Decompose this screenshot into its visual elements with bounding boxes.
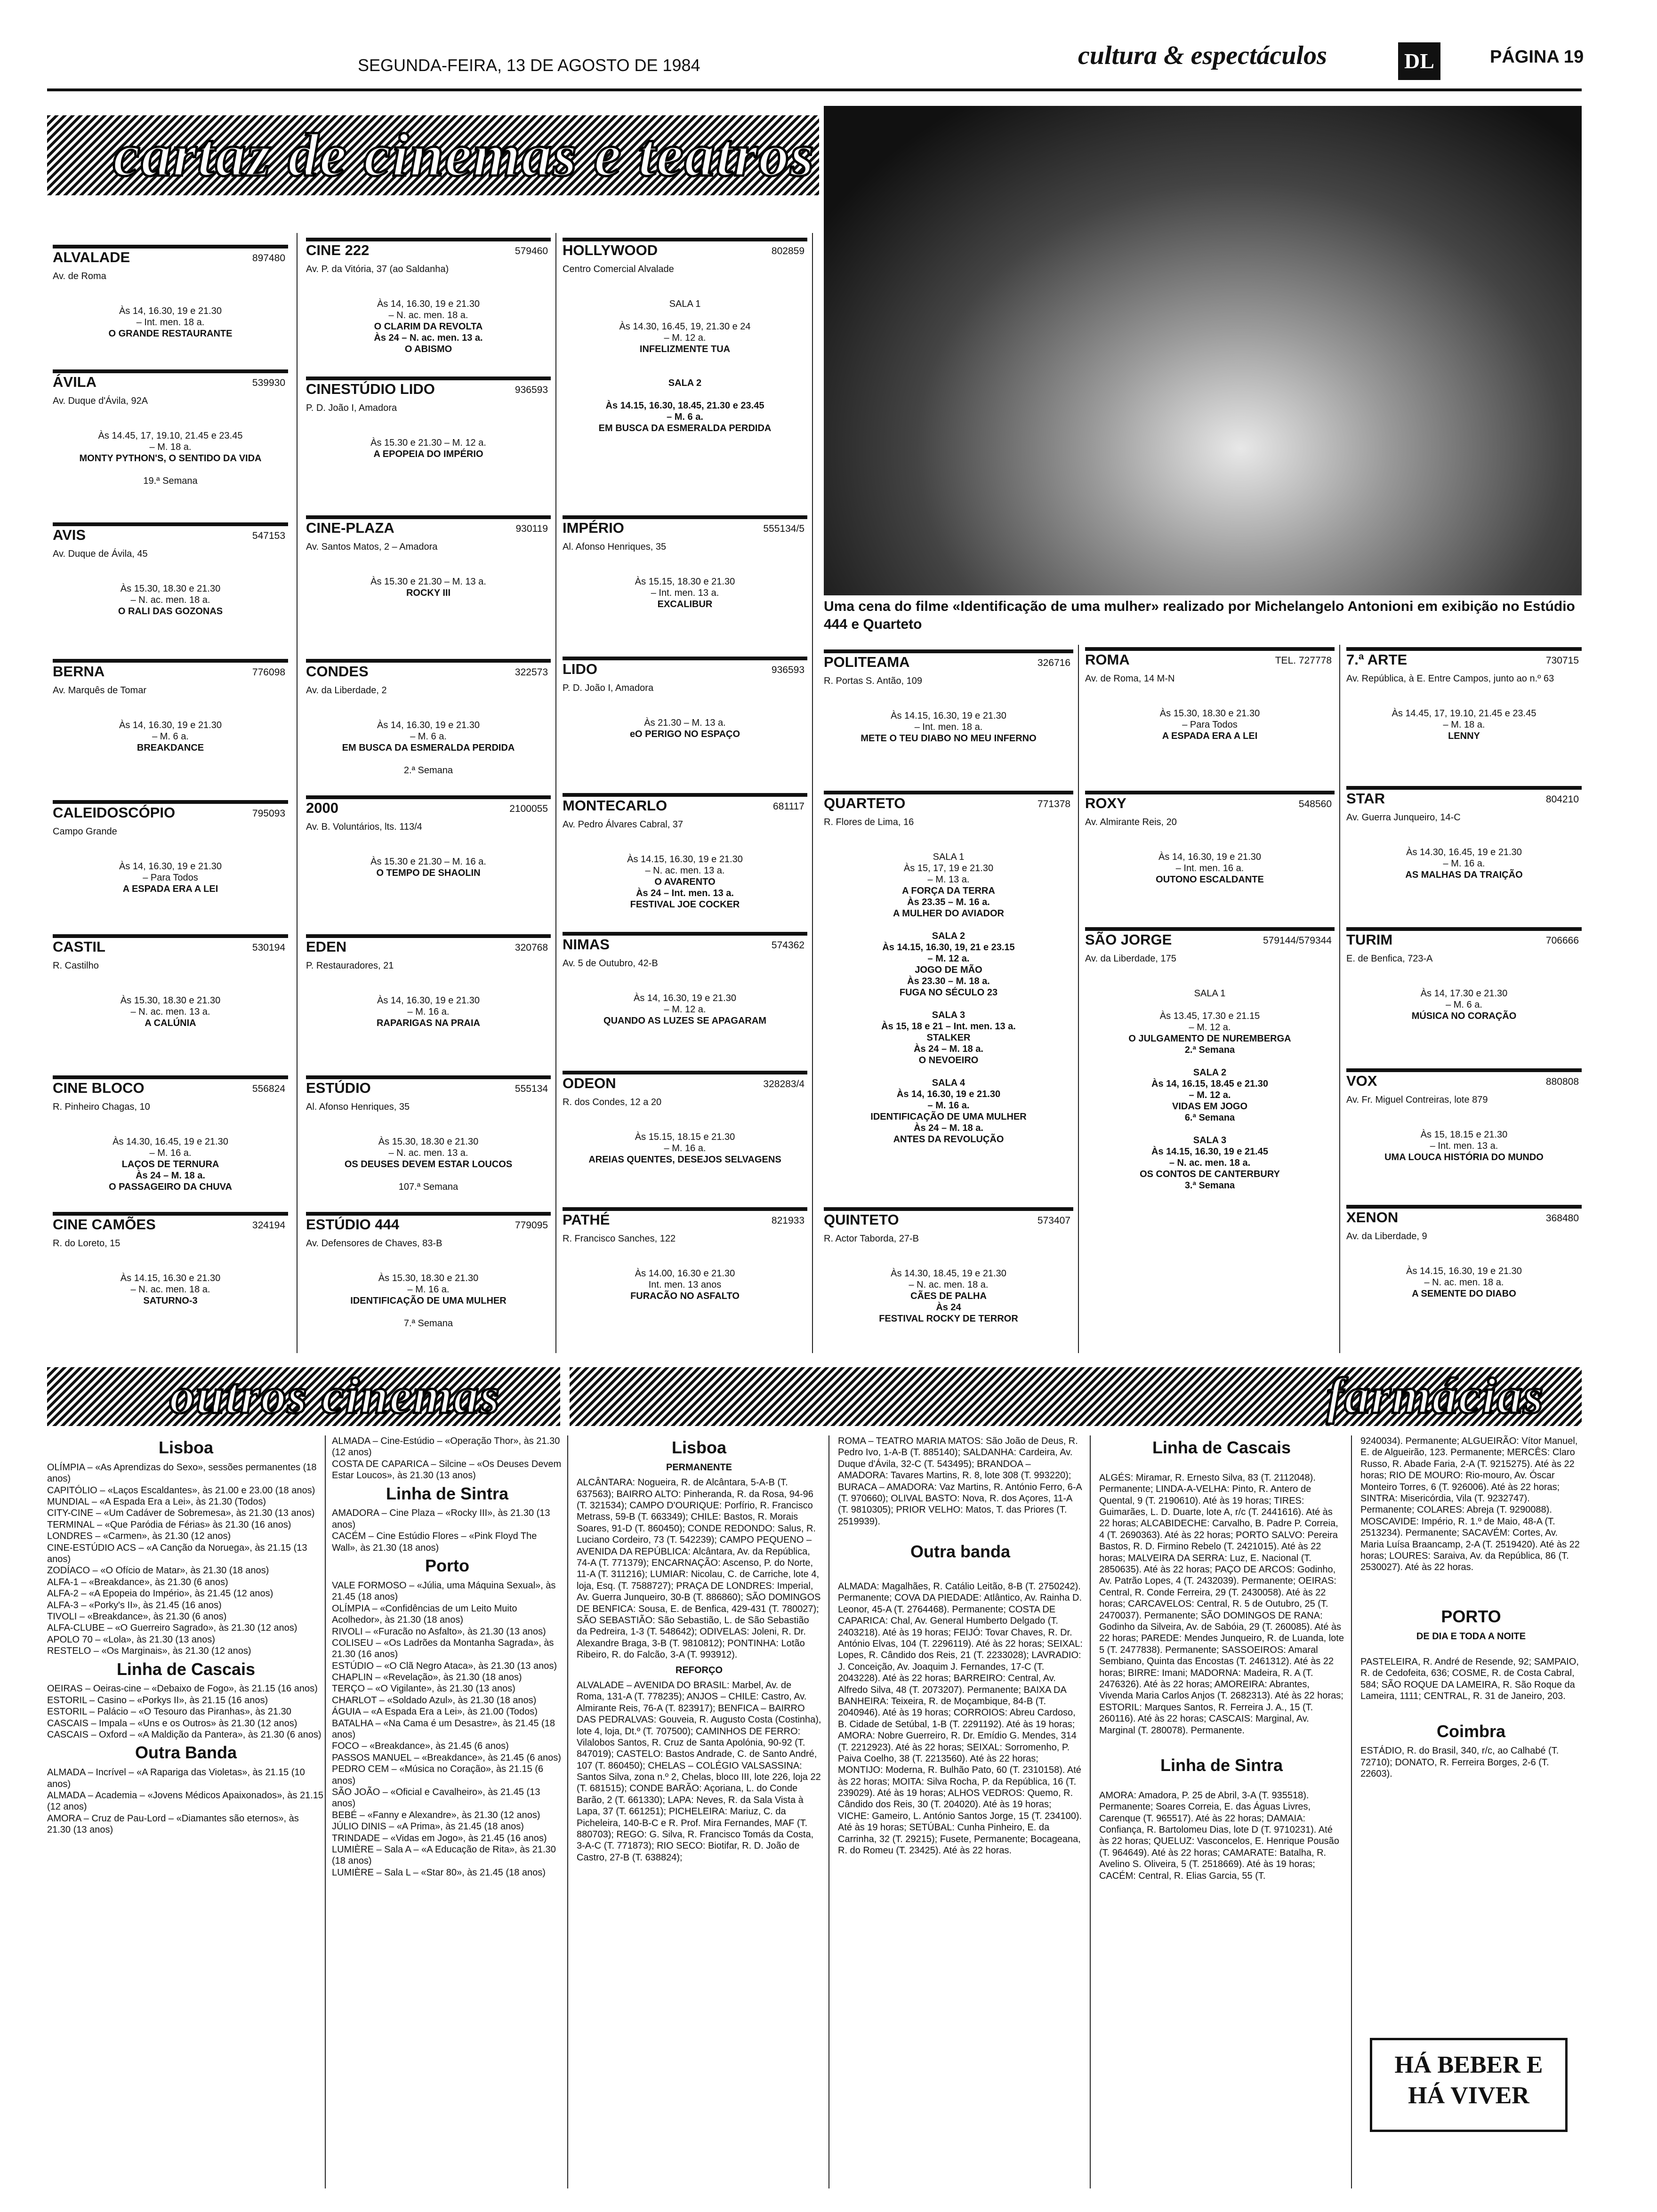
- cinema-listing: [306, 934, 551, 1046]
- cinema-address: Av. Guerra Junqueiro, 14-C: [1346, 812, 1461, 823]
- header-date: SEGUNDA-FEIRA, 13 DE AGOSTO DE 1984: [358, 56, 700, 75]
- film-title: CÃES DE PALHA Às 24 FESTIVAL ROCKY DE TERROR: [879, 1291, 1018, 1324]
- listing-text: ROMA – TEATRO MARIA MATOS: São João de Deus, R. Pedro Ivo, 1-A-B (T. 885140); SALDANHA: Cardeira, Av. Duque d'Ávila, 32-C (T. 543495); BRANDOA – AMADORA: Tavares Martins, R. 8, lote 308 (T. 993220); BURACA – AMADORA: Vaz Martins, R. António Ferro, 6-A (T. 970660); OLIVAL BASTO: Nova, R. dos Açores, 11-A (T. 9810305); PRIOR VELHO: Matos, T. das Priores (T. 2519939).: [838, 1436, 1082, 1527]
- session-times: Às 14.30, 18.45, 19 e 21.30 – N. ac. men. 18 a.: [891, 1268, 1006, 1290]
- banner-title: cartaz de cinemas e teatros: [113, 121, 815, 189]
- film-title: EM BUSCA DA ESMERALDA PERDIDA: [342, 743, 515, 753]
- session-times: Às 14.30, 16.45, 19 e 21.30 – M. 16 a.: [113, 1137, 228, 1159]
- cinema-listing: [306, 377, 551, 498]
- cinema-address: Av. Almirante Reis, 20: [1085, 817, 1177, 828]
- film-title: A EPOPEIA DO IMPÉRIO: [373, 449, 483, 460]
- cinema-address: Av. P. da Vitória, 37 (ao Saldanha): [306, 264, 449, 275]
- cinema-name: CONDES: [306, 663, 369, 680]
- cinema-address: P. D. João I, Amadora: [306, 403, 397, 414]
- cinema-listing: [306, 659, 551, 785]
- cinema-address: Av. Duque de Ávila, 45: [53, 549, 148, 560]
- cinema-listing: [1085, 791, 1335, 926]
- column-rule: [555, 233, 556, 1353]
- cinema-phone: 821933: [771, 1215, 804, 1226]
- cinema-name: CASTIL: [53, 938, 105, 955]
- city-heading: PORTO: [1441, 1606, 1501, 1626]
- cinema-name: AVIS: [53, 527, 86, 543]
- session-times: Às 15.30 e 21.30 – M. 13 a.: [370, 577, 486, 587]
- cinema-address: Al. Afonso Henriques, 35: [563, 542, 667, 553]
- listing-text: ALMADA: Magalhães, R. Catálio Leitão, 8-B (T. 2750242). Permanente; COVA DA PIEDADE: Atlântico, Av. Rainha D. Leonor, 45-A (T. 2764468). Permanente; COSTA DE CAPARICA: Chal, Av. General Humberto Delgado (T. 2403218). Até às 19 horas; FEIJÓ: Tovar Chaves, R. Dr. António Elvas, 104 (T. 2296119). Até às 22 horas; SEIXAL: Lopes, R. Cândido dos Reis, 21 (T. 2233028); LAVRADIO: J. Conceição, Av. Joaquim J. Fernandes, 17-C (T. 2043228). Até às 22 horas; BARREIRO: Central, Av. Alfredo Silva, 48 (T. 2073207). Permanente; BAIXA DA BANHEIRA: Teixeira, R. de Moçambique, 84-B (T. 2040946). Até às 19 horas; CORROIOS: Abreu Cardoso, B. Cidade de Setúbal, 1-B (T. 2291192). Até às 19 horas; AMORA: Nobre Guerreiro, R. Dr. Emídio G. Mendes, 314 (T. 2212923). Até às 22 horas; SEIXAL: Sorromenho, P. Paiva Coelho, 38 (T. 2213560). Até às 22 horas; MONTIJO: Moderna, R. Bulhão Pato, 60 (T. 2310158). Até às 22 horas; MOITA: Silva Rocha, P. da República, 16 (T. 239029). Até às 19 horas; ALHOS VEDROS: Quemo, R. Cândido dos Reis, 30 (T. 204020). Até às 19 horas; VICHE: Gameiro, L. António Santos Jorge, 15 (T. 234100). Até às 19 horas; SETÚBAL: Cunha Pinheiro, E. da Carrinha, 32 (T. 29215); Fusete, Permanente; Bocageana, R. do Romeu (T. 23425). Até às 22 horas.: [838, 1581, 1083, 1856]
- cinema-address: R. Francisco Sanches, 122: [563, 1234, 676, 1244]
- film-title: QUANDO AS LUZES SE APAGARAM: [603, 1016, 766, 1026]
- cinema-name: XENON: [1346, 1209, 1399, 1226]
- advert-line-2: HÁ VIVER: [1408, 2082, 1529, 2109]
- column-rule: [297, 233, 298, 1353]
- cinema-listing: [53, 245, 288, 343]
- listing-text: OEIRAS – Oeiras-cine – «Debaixo de Fogo», às 21.15 (16 anos) ESTORIL – Casino – «Porkys II», às 21.15 (16 anos) ESTORIL – Palácio – «O Tesouro das Piranhas», às 21.30 CASCAIS – Impala – «Uns e os Outros» às 21.30 (12 anos) CASCAIS – Oxford – «A Maldição da Pantera», às 21.30 (6 anos): [47, 1683, 322, 1740]
- session-times: SALA 1 Às 15, 17, 19 e 21.30 – M. 13 a.: [903, 852, 994, 885]
- cinema-address: Av. da Liberdade, 175: [1085, 954, 1176, 964]
- cinema-listing: [1346, 647, 1582, 783]
- run-week: 7.ª Semana: [403, 1318, 453, 1329]
- cinema-listing: [563, 793, 807, 914]
- cinema-listing: [563, 657, 807, 773]
- cinema-name: IMPÉRIO: [563, 520, 624, 536]
- column-rule: [567, 1435, 568, 2188]
- cinema-listing: [824, 649, 1073, 785]
- listing-text: VALE FORMOSO – «Júlia, uma Máquina Sexual», às 21.45 (18 anos) OLÍMPIA – «Confidências de um Leito Muito Acolhedor», às 21.30 (18 anos) RIVOLI – «Furacão no Asfalto», às 21.30 (13 anos) COLISEU – «Os Ladrões da Montanha Sagrada», às 21.30 (16 anos) ESTÚDIO – «O Clã Negro Ataca», às 21.30 (13 anos) CHAPLIN – «Revelação», às 21.30 (18 anos) TERÇO – «O Vigilante», às 21.30 (13 anos) CHARLOT – «Soldado Azul», às 21.30 (18 anos) ÁGUIA – «A Espada Era a Lei», às 21.00 (Todos) BATALHA – «Na Cama é um Desastre», às 21.45 (18 anos) FOCO – «Breakdance», às 21.45 (6 anos) PASSOS MANUEL – «Breakdance», às 21.45 (6 anos) PEDRO CEM – «Música no Coração», às 21.15 (6 anos) SÃO JOÃO – «Oficial e Cavalheiro», às 21.45 (13 anos) BEBÉ – «Fanny e Alexandre», às 21.30 (12 anos) JÚLIO DINIS – «A Prima», às 21.45 (18 anos) TRINDADE – «Vidas em Jogo», às 21.45 (16 anos) LUMIÈRE – Sala A – «A Educação de Rita», às 21.30 (18 anos) LUMIÈRE – Sala L – «Star 80», às 21.45 (18 anos): [332, 1580, 561, 1878]
- cinema-phone: 776098: [252, 667, 285, 678]
- city-heading: Linha de Cascais: [1152, 1438, 1291, 1457]
- session-times: Às 14, 16.30, 19 e 21.30 – M. 6 a.: [377, 720, 480, 742]
- cinema-address: R. Castilho: [53, 961, 99, 971]
- film-title: SATURNO-3: [143, 1296, 198, 1306]
- film-title: RAPARIGAS NA PRAIA: [376, 1018, 480, 1029]
- cinema-address: E. de Benfica, 723-A: [1346, 954, 1433, 964]
- cinema-listing: [563, 238, 807, 505]
- film-title: FURACÃO NO ASFALTO: [630, 1291, 740, 1302]
- cinema-phone: 579144/579344: [1263, 935, 1332, 946]
- cinema-address: Av. Fr. Miguel Contreiras, lote 879: [1346, 1095, 1488, 1106]
- cinema-phone: 539930: [252, 377, 285, 388]
- city-heading: Outra banda: [910, 1542, 1011, 1562]
- header-rule: [47, 88, 1582, 91]
- cinema-listing: [1085, 927, 1335, 1354]
- session-times: Às 15.15, 18.15 e 21.30 – M. 16 a.: [635, 1132, 735, 1154]
- cinema-name: EDEN: [306, 938, 347, 955]
- session-times: Às 14, 16.30, 19 e 21.30 – Int. men. 16 a.: [1158, 852, 1261, 874]
- session-times: Às 15.30 e 21.30 – M. 12 a.: [370, 438, 486, 449]
- city-heading: Coimbra: [1436, 1721, 1506, 1741]
- film-title: MONTY PYTHON'S, O SENTIDO DA VIDA: [79, 453, 262, 464]
- cinema-phone: 556824: [252, 1083, 285, 1094]
- session-times: Às 15.30, 18.30 e 21.30 – N. ac. men. 13 a.: [120, 995, 221, 1018]
- film-title: OUTONO ESCALDANTE: [1156, 874, 1264, 885]
- film-title: A FORÇA DA TERRA Às 23.35 – M. 16 a. A MULHER DO AVIADOR SALA 2 Às 14.15, 16.30, 19, 21 e 23.15 – M. 12 a. JOGO DE MÃO Às 23.30 – M. 18 a. FUGA NO SÉCULO 23 SALA 3 Às 15, 18 e 21 – Int. men. 13 a. STALKER Às 24 – M. 18 a. O NEVOEIRO SALA 4 Às 14, 16.30, 19 e 21.30 – M. 16 a. IDENTIFICAÇÃO DE UMA MULHER Às 24 – M. 18 a. ANTES DA REVOLUÇÃO: [870, 886, 1027, 1145]
- cinema-name: MONTECARLO: [563, 797, 668, 814]
- cinema-listing: [306, 1075, 551, 1193]
- cinema-phone: 936593: [771, 665, 804, 675]
- cinema-phone: 574362: [771, 940, 804, 951]
- cinema-phone: 555134/5: [763, 523, 804, 534]
- city-heading: Lisboa: [158, 1438, 213, 1457]
- cinema-name: PATHÉ: [563, 1211, 610, 1228]
- cinema-listing: [563, 932, 807, 1049]
- column-rule: [1339, 645, 1340, 1353]
- cinema-phone: 880808: [1545, 1076, 1579, 1087]
- farmacias-col-1: [577, 1435, 821, 1863]
- cinema-name: TURIM: [1346, 931, 1393, 948]
- cinema-address: Av. República, à E. Entre Campos, junto ao n.º 63: [1346, 673, 1554, 684]
- session-times: Às 15.30, 18.30 e 21.30 – N. ac. men. 18 a.: [120, 584, 221, 606]
- cinema-name: ESTÚDIO: [306, 1080, 371, 1096]
- session-times: Às 15.30, 18.30 e 21.30 – Para Todos: [1159, 708, 1260, 730]
- cinema-phone: 548560: [1298, 799, 1332, 809]
- city-heading: Linha de Cascais: [116, 1659, 256, 1679]
- cinema-address: R. Flores de Lima, 16: [824, 817, 914, 828]
- listing-text: PASTELEIRA, R. André de Resende, 92; SAMPAIO, R. de Cedofeita, 636; COSME, R. de Costa Cabral, 584; SÃO ROQUE DA LAMEIRA, R. São Roque da Lameira, 1111; CENTRAL, R. 31 de Janeiro, 203.: [1360, 1656, 1579, 1702]
- film-title: MÚSICA NO CORAÇÃO: [1411, 1011, 1517, 1022]
- cinema-listing: [563, 515, 807, 646]
- cinema-listing: [1346, 1068, 1582, 1204]
- page-number: PÁGINA 19: [1490, 47, 1584, 67]
- session-times: Às 14, 16.30, 19 e 21.30 – Int. men. 18 a.: [119, 306, 222, 328]
- cinema-name: 7.ª ARTE: [1346, 651, 1408, 668]
- run-week: 19.ª Semana: [143, 476, 198, 487]
- session-times: Às 15.30 e 21.30 – M. 16 a.: [370, 857, 486, 867]
- cinema-listing: [1346, 786, 1582, 922]
- session-times: Às 14.30, 16.45, 19 e 21.30 – M. 16 a.: [1406, 847, 1522, 869]
- cinema-address: Av. 5 de Outubro, 42-B: [563, 958, 658, 969]
- cinema-listing: [306, 795, 551, 907]
- outros-col-2: [332, 1435, 563, 1878]
- cinema-phone: 326716: [1037, 657, 1070, 668]
- film-title: EXCALIBUR: [657, 599, 713, 610]
- cinema-address: R. Portas S. Antão, 109: [824, 676, 923, 687]
- film-title: A CALÚNIA: [145, 1018, 196, 1029]
- cinema-name: CINE-PLAZA: [306, 520, 394, 536]
- cinema-name: CINE CAMÕES: [53, 1216, 156, 1233]
- session-times: Às 14.00, 16.30 e 21.30 Int. men. 13 anos: [635, 1268, 735, 1290]
- cinema-phone: 795093: [252, 808, 285, 819]
- listing-text: 9240034). Permanente; ALGUEIRÃO: Vítor Manuel, E. de Algueirão, 123. Permanente; MERCÊS: Claro Russo, R. Abade Faria, 2-A (T. 9215275). Até às 22 horas; RIO DE MOURO: Rio-mouro, Av. Óscar Monteiro Torres, 6 (T. 926006). Até às 22 horas; SINTRA: Misericórdia, Vila (T. 9232747). Permanente; COLARES: Abreja (T. 9290088). MOSCAVIDE: Império, R. 1.º de Maio, 48-A (T. 2513234). Permanente; SACAVÉM: Cortes, Av. Maria Luísa Braancamp, 2-A (T. 2519420). Até às 22 horas; LOURES: Saraiva, Av. da República, 86 (T. 2530027). Até às 22 horas.: [1360, 1436, 1580, 1573]
- film-title: LENNY: [1448, 731, 1480, 742]
- session-times: Às 14.45, 17, 19.10, 21.45 e 23.45 – M. 18 a.: [1392, 708, 1536, 730]
- listing-text: ALGÉS: Miramar, R. Ernesto Silva, 83 (T. 2112048). Permanente; LINDA-A-VELHA: Pinto, R. Antero de Quental, 9 (T. 2190610). Até às 19 horas; TIRES: Guimarães, L. D. Duarte, lote A, r/c (T. 2441616). Até às 22 horas; ALCABIDECHE: Carvalho, B. Padre P. Correia, 4 (T. 2690363). Até às 22 horas; PORTO SALVO: Pereira Bastos, R. D. Firmino Rebelo (T. 2421015). Até às 22 horas; MALVEIRA DA SERRA: Luz, E. Nacional (T. 2850635). Até às 22 horas; PAÇO DE ARCOS: Godinho, Av. Patrão Lopes, 4 (T. 2432039). Permanente; OEIRAS: Central, R. Conde Ferreira, 29 (T. 2430058). Até às 22 horas; CARCAVELOS: Central, R. 5 de Outubro, 25 (T. 2470037). Permanente; SÃO DOMINGOS DE RANA: Godinho da Silveira, Av. de Sabóia, 29 (T. 260085). Até às 22 horas; PAREDE: Mendes Junqueiro, R. de Luanda, lote 5 (T. 2477838). Permanente; SASSOEIROS: Amaral Sembiano, Quinta das Encostas (T. 2461312). Até às 22 horas; BIRRE: Imani; MADORNA: Madeira, R. A (T. 2476326). Até às 22 horas; AMOREIRA: Abrantes, Vivenda Maria Carlos Anjos (T. 2682313). Até às 22 horas; ESTORIL: Marques Santos, R. Ferreira J. A., 15 (T. 260116). Até às 22 horas; CASCAIS: Marginal, Av. Marginal (T. 280078). Permanente.: [1099, 1472, 1344, 1736]
- cinema-listing: [306, 515, 551, 637]
- cinema-listing: [306, 238, 551, 383]
- film-title: eO PERIGO NO ESPAÇO: [629, 729, 740, 740]
- cinema-phone: 730715: [1545, 655, 1579, 666]
- cinema-address: Av. Santos Matos, 2 – Amadora: [306, 542, 438, 553]
- cinema-name: LIDO: [563, 661, 598, 677]
- cinema-name: CINE 222: [306, 242, 370, 258]
- cinema-phone: 804210: [1545, 794, 1579, 805]
- cinema-name: NIMAS: [563, 936, 610, 953]
- cinema-phone: 322573: [515, 667, 548, 678]
- cinema-name: HOLLYWOOD: [563, 242, 658, 258]
- cinema-address: P. Restauradores, 21: [306, 961, 394, 971]
- cinema-phone: 368480: [1545, 1213, 1579, 1224]
- cinema-address: Av. Defensores de Chaves, 83-B: [306, 1238, 442, 1249]
- cinema-listing: [563, 1071, 807, 1197]
- session-times: Às 14, 16.30, 19 e 21.30 – N. ac. men. 18 a.: [377, 299, 480, 321]
- column-rule: [812, 233, 813, 1353]
- session-times: Às 15.30, 18.30 e 21.30 – M. 16 a.: [378, 1273, 479, 1295]
- cinema-name: ALVALADE: [53, 249, 130, 265]
- film-title: O RALI DAS GOZONAS: [118, 606, 223, 617]
- cinema-listing: [53, 659, 288, 771]
- cinema-phone: TEL. 727778: [1275, 655, 1332, 666]
- section-title: cultura & espectáculos: [1078, 41, 1327, 70]
- listing-text: ALMADA – Cine-Estúdio – «Operação Thor», às 21.30 (12 anos) COSTA DE CAPARICA – Silcine – «Os Deuses Devem Estar Loucos», às 21.30 (13 anos): [332, 1436, 562, 1481]
- film-title: A ESPADA ERA A LEI: [122, 884, 218, 895]
- cinema-address: Av. B. Voluntários, lts. 113/4: [306, 822, 422, 833]
- film-title: AS MALHAS DA TRAIÇÃO: [1405, 870, 1523, 881]
- session-times: Às 14.15, 16.30, 19 e 21.30 – N. ac. men. 18 a.: [1406, 1266, 1522, 1288]
- cinema-listing: [1346, 1205, 1582, 1350]
- farmacias-col-3: [1099, 1435, 1344, 1882]
- cinema-phone: 573407: [1037, 1215, 1070, 1226]
- cinema-name: VOX: [1346, 1073, 1377, 1089]
- cinema-phone: 555134: [515, 1083, 548, 1094]
- cinema-phone: 771378: [1037, 799, 1070, 809]
- city-heading: Linha de Sintra: [386, 1483, 509, 1503]
- cinema-name: ROXY: [1085, 795, 1126, 811]
- film-title: METE O TEU DIABO NO MEU INFERNO: [861, 733, 1037, 744]
- cinema-phone: 706666: [1545, 935, 1579, 946]
- column-rule: [828, 1435, 829, 2188]
- outros-col-1: [47, 1435, 325, 1836]
- cinema-phone: 2100055: [509, 803, 548, 814]
- cinema-phone: 930119: [515, 523, 548, 534]
- session-times: Às 14.15, 16.30, 19 e 21.30 – N. ac. men. 13 a.: [627, 854, 743, 876]
- session-times: Às 15.30, 18.30 e 21.30 – N. ac. men. 13 a.: [378, 1137, 479, 1159]
- city-heading: Linha de Sintra: [1160, 1755, 1283, 1775]
- cinema-listing: [53, 369, 288, 487]
- session-times: SALA 1 Às 13.45, 17.30 e 21.15 – M. 12 a.: [1159, 988, 1260, 1033]
- outros-title: outros cinemas: [169, 1368, 501, 1424]
- column-rule: [325, 1435, 326, 2188]
- session-times: Às 14.45, 17, 19.10, 21.45 e 23.45 – M. 18 a.: [98, 431, 243, 453]
- cinema-listing: [563, 1207, 807, 1352]
- city-heading: Lisboa: [671, 1438, 726, 1457]
- cinema-name: CINESTÚDIO LIDO: [306, 381, 435, 397]
- cinema-address: Av. da Liberdade, 9: [1346, 1231, 1427, 1242]
- cinema-phone: 547153: [252, 530, 285, 541]
- listing-text: ESTÁDIO, R. do Brasil, 340, r/c, ao Calhabé (T. 72710); DONATO, R. Ferreira Borges, 2-6 (T. 22603).: [1360, 1746, 1559, 1779]
- advert-box: [1370, 2038, 1568, 2132]
- sub-heading: DE DIA E TODA A NOITE: [1416, 1631, 1526, 1642]
- column-rule: [1078, 645, 1079, 1353]
- cinema-phone: 897480: [252, 253, 285, 264]
- banner: [47, 115, 819, 195]
- run-week: 2.ª Semana: [403, 765, 453, 776]
- film-photo: [824, 106, 1582, 595]
- city-heading: Outra Banda: [135, 1743, 237, 1763]
- city-heading: Porto: [425, 1556, 469, 1576]
- photo-caption: Uma cena do filme «Identificação de uma mulher» realizado por Michelangelo Antonioni em exibição no Estúdio 444 e Quarteto: [824, 599, 1575, 632]
- cinema-name: POLITEAMA: [824, 654, 910, 670]
- session-times: Às 14, 16.30, 19 e 21.30 – M. 6 a.: [119, 720, 222, 742]
- film-title: IDENTIFICAÇÃO DE UMA MULHER: [350, 1296, 507, 1306]
- film-title: O CLARIM DA REVOLTA Às 24 – N. ac. men. 13 a. O ABISMO: [374, 321, 483, 355]
- film-title: A SEMENTE DO DIABO: [1412, 1289, 1516, 1299]
- cinema-address: R. dos Condes, 12 a 20: [563, 1097, 662, 1108]
- cinema-address: Campo Grande: [53, 826, 117, 837]
- cinema-name: 2000: [306, 800, 338, 816]
- session-times: Às 14, 16.30, 19 e 21.30 – Para Todos: [119, 861, 222, 883]
- film-title: O AVARENTO Às 24 – Int. men. 13 a. FESTIVAL JOE COCKER: [630, 877, 740, 910]
- cinema-address: R. Pinheiro Chagas, 10: [53, 1102, 150, 1113]
- cinema-listing: [824, 791, 1073, 1209]
- session-times: Às 14.15, 16.30, 19 e 21.30 – Int. men. 18 a.: [891, 711, 1006, 733]
- farmacias-banner: [570, 1367, 1582, 1426]
- session-times: SALA 1 Às 14.30, 16.45, 19, 21.30 e 24 – M. 12 a.: [619, 299, 751, 344]
- cinema-name: SÃO JORGE: [1085, 931, 1172, 948]
- cinema-phone: 530194: [252, 942, 285, 953]
- sub-heading: PERMANENTE: [666, 1462, 732, 1473]
- outros-banner: [47, 1367, 560, 1426]
- advert-line-1: HÁ BEBER E: [1394, 2052, 1543, 2078]
- cinema-address: R. do Loreto, 15: [53, 1238, 121, 1249]
- cinema-address: Av. Pedro Álvares Cabral, 37: [563, 819, 684, 830]
- cinema-name: ESTÚDIO 444: [306, 1216, 400, 1233]
- farmacias-col-4: [1360, 1435, 1582, 1780]
- cinema-name: ÁVILA: [53, 374, 97, 390]
- cinema-phone: 681117: [773, 801, 804, 812]
- cinema-name: ROMA: [1085, 651, 1130, 668]
- cinema-listing: [53, 1075, 288, 1211]
- listing-text: ALCÂNTARA: Nogueira, R. de Alcântara, 5-A-B (T. 637563); BAIRRO ALTO: Pinheranda, R. da Rosa, 94-96 (T. 321534); CAMPO D'OURIQUE: Porfírio, R. Francisco Metrass, 59-B (T. 663349); CHILE: Bastos, R. Morais Soares, 91-D (T. 860450); CONDE REDONDO: Salus, R. Luciano Cordeiro, 73 (T. 542239); CAMPO PEQUENO – AVENIDA DA REPÚBLICA: Alcântara, Av. da República, 74-A (T. 771379); ENCARNAÇÃO: Ascenso, P. do Norte, 11-A (T. 311216); LUMIAR: Nicolau, C. de Carriche, lote 4, loja, Esq. (T. 7588727); PRAÇA DE LONDRES: Imperial, Av. Guerra Junqueiro, 30-B (T. 886860); SÃO DOMINGOS DE BENFICA: Sousa, E. de Benfica, 429-431 (T. 780027); SÃO SEBASTIÃO: São Sebastião, L. de São Sebastião da Pedreira, 1-3 (T. 548642); ODIVELAS: Joleni, R. Dr. Alexandre Braga, 3-B (T. 9810812); PONTINHA: Lotão Ribeiro, R. do Falcão, 3-A (T. 993912).: [577, 1477, 821, 1660]
- film-title: LAÇOS DE TERNURA Às 24 – M. 18 a. O PASSAGEIRO DA CHUVA: [109, 1159, 232, 1193]
- cinema-address: Av. da Liberdade, 2: [306, 685, 387, 696]
- cinema-name: STAR: [1346, 790, 1385, 807]
- film-title: BREAKDANCE: [137, 743, 204, 753]
- cinema-phone: 328283/4: [763, 1079, 804, 1090]
- film-title: O GRANDE RESTAURANTE: [108, 329, 233, 339]
- cinema-listing: [306, 1212, 551, 1347]
- cinema-phone: 324194: [252, 1220, 285, 1231]
- cinema-phone: 579460: [515, 246, 548, 256]
- sub-heading: REFORÇO: [676, 1665, 723, 1675]
- session-times: Às 14.15, 16.30 e 21.30 – N. ac. men. 18 a.: [120, 1273, 221, 1295]
- cinema-address: Av. de Roma, 14 M-N: [1085, 673, 1175, 684]
- cinema-listing: [1346, 927, 1582, 1063]
- farmacias-title: farmácias: [1327, 1368, 1544, 1424]
- cinema-name: CALEIDOSCÓPIO: [53, 804, 176, 821]
- cinema-name: QUARTETO: [824, 795, 906, 811]
- cinema-name: ODEON: [563, 1075, 616, 1091]
- film-title: ROCKY III: [406, 588, 451, 599]
- cinema-name: CINE BLOCO: [53, 1080, 145, 1096]
- cinema-phone: 320768: [515, 942, 548, 953]
- cinema-address: Av. Duque d'Ávila, 92A: [53, 396, 148, 407]
- cinema-address: Centro Comercial Alvalade: [563, 264, 674, 275]
- cinema-listing: [1085, 647, 1335, 783]
- session-times: Às 15.15, 18.30 e 21.30 – Int. men. 13 a.: [635, 577, 735, 599]
- cinema-address: R. Actor Taborda, 27-B: [824, 1234, 919, 1244]
- cinema-name: BERNA: [53, 663, 105, 680]
- cinema-listing: [53, 800, 288, 898]
- cinema-address: Av. de Roma: [53, 271, 106, 282]
- listing-text: AMORA: Amadora, P. 25 de Abril, 3-A (T. 935518). Permanente; Soares Correia, E. das Águas Livres, Carenque (T. 965517). Até às 22 horas; DAMAIA: Confiança, R. Bartolomeu Dias, lote D (T. 9710231). Até às 22 horas; QUELUZ: Vasconcelos, E. Henrique Pousão (T. 964649). Até às 22 horas; CAMARATE: Batalha, R. Avelino S. Oliveira, 5 (T. 2518669). Até às 19 horas; CACÉM: Central, R. Elias Garcia, 55 (T.: [1099, 1790, 1339, 1881]
- farmacias-col-2: [838, 1435, 1083, 1856]
- session-times: Às 14, 17.30 e 21.30 – M. 6 a.: [1420, 988, 1508, 1010]
- film-title: O JULGAMENTO DE NUREMBERGA 2.ª Semana SALA 2 Às 14, 16.15, 18.45 e 21.30 – M. 12 a. VIDAS EM JOGO 6.ª Semana SALA 3 Às 14.15, 16.30, 19 e 21.45 – N. ac. men. 18 a. OS CONTOS DE CANTERBURY 3.ª Semana: [1128, 1034, 1291, 1191]
- cinema-address: Av. Marquês de Tomar: [53, 685, 146, 696]
- session-times: Às 15, 18.15 e 21.30 – Int. men. 13 a.: [1420, 1130, 1508, 1152]
- column-rule: [1090, 1435, 1091, 2188]
- film-title: OS DEUSES DEVEM ESTAR LOUCOS: [344, 1159, 513, 1170]
- film-title: INFELIZMENTE TUA SALA 2 Às 14.15, 16.30, 18.45, 21.30 e 23.45 – M. 6 a. EM BUSCA DA ESMERALDA PERDIDA: [598, 344, 772, 434]
- cinema-address: Al. Afonso Henriques, 35: [306, 1102, 410, 1113]
- session-times: Às 14, 16.30, 19 e 21.30 – M. 16 a.: [377, 995, 480, 1018]
- cinema-phone: 936593: [515, 385, 548, 395]
- run-week: 107.ª Semana: [398, 1182, 458, 1193]
- cinema-listing: [53, 522, 288, 630]
- listing-text: ALMADA – Incrível – «A Rapariga das Violetas», às 21.15 (10 anos) ALMADA – Academia – «Jovens Médicos Apaixonados», às 21.15 (12 anos) AMORA – Cruz de Pau-Lord – «Diamantes são eternos», às 21.30 (13 anos): [47, 1767, 324, 1835]
- cinema-address: P. D. João I, Amadora: [563, 683, 654, 694]
- listing-text: OLÍMPIA – «As Aprendizas do Sexo», sessões permanentes (18 anos) CAPITÓLIO – «Laços Escaldantes», às 21.00 e 23.00 (18 anos) MUNDIAL – «A Espada Era a Lei», às 21.30 (Todos) CITY-CINE – «Um Cadáver de Sobremesa», às 21.30 (13 anos) TERMINAL – «Que Paródia de Férias» às 21.30 (16 anos) LONDRES – «Carmen», às 21.30 (12 anos) CINE-ESTÚDIO ACS – «A Canção da Noruega», às 21.15 (13 anos) ZODÍACO – «O Ofício de Matar», às 21.30 (18 anos) ALFA-1 – «Breakdance», às 21.30 (6 anos) ALFA-2 – «A Epopeia do Império», às 21.45 (12 anos) ALFA-3 – «Porky's II», às 21.45 (16 anos) TIVOLI – «Breakdance», às 21.30 (6 anos) ALFA-CLUBE – «O Guerreiro Sagrado», às 21.30 (12 anos) APOLO 70 – «Lola», às 21.30 (13 anos) RESTELO – «Os Marginais», às 21.30 (12 anos): [47, 1462, 317, 1657]
- cinema-phone: 779095: [515, 1220, 548, 1231]
- cinema-name: QUINTETO: [824, 1211, 899, 1228]
- session-times: Às 21.30 – M. 13 a.: [644, 718, 726, 729]
- cinema-phone: 802859: [771, 246, 804, 256]
- listing-text: AMADORA – Cine Plaza – «Rocky III», às 21.30 (13 anos) CACÉM – Cine Estúdio Flores – «Pink Floyd The Wall», às 21.30 (18 anos): [332, 1508, 550, 1553]
- column-rule: [1351, 1435, 1352, 2188]
- logo-icon: DL: [1398, 42, 1440, 80]
- session-times: Às 14, 16.30, 19 e 21.30 – M. 12 a.: [634, 993, 736, 1015]
- film-title: UMA LOUCA HISTÓRIA DO MUNDO: [1384, 1152, 1544, 1163]
- cinema-listing: [53, 1212, 288, 1347]
- film-title: AREIAS QUENTES, DESEJOS SELVAGENS: [588, 1154, 781, 1165]
- cinema-listing: [53, 934, 288, 1046]
- listing-text: ALVALADE – AVENIDA DO BRASIL: Marbel, Av. de Roma, 131-A (T. 778235); ANJOS – CHILE: Castro, Av. Almirante Reis, 76-A (T. 823917); BENFICA – BAIRRO DAS PEDRALVAS: Gouveia, R. Augusto Costa (Costinha), lote 4, loja, Dt.º (T. 707500); CAMINHOS DE FERRO: Vilalobos Santos, R. Cruz de Santa Apolónia, 90-92 (T. 847019); CASTELO: Bastos Andrade, C. de Santo André, 107 (T. 860450); CHELAS – COLÉGIO VALSASSINA: Santos Silva, zona n.º 2, Chelas, bloco III, lote 226, loja 22 (T. 681515); CONDE BARÃO: Açoriana, L. do Conde Barão, 2 (T. 661330); LAPA: Neves, R. da Sala Vista à Lapa, 37 (T. 661251); PICHELEIRA: Mariuz, C. da Picheleira, 140-B-C e R. Prof. Mira Fernandes, MAF (T. 880703); REGO: G. Silva, R. Francisco Tomás da Costa, 3-A-C (T. 771873); RIO SECO: Biotifar, R. D. João de Castro, 27-B (T. 638824);: [577, 1680, 821, 1863]
- film-title: A ESPADA ERA A LEI: [1162, 731, 1258, 742]
- cinema-listing: [824, 1207, 1073, 1352]
- film-title: O TEMPO DE SHAOLIN: [376, 868, 481, 879]
